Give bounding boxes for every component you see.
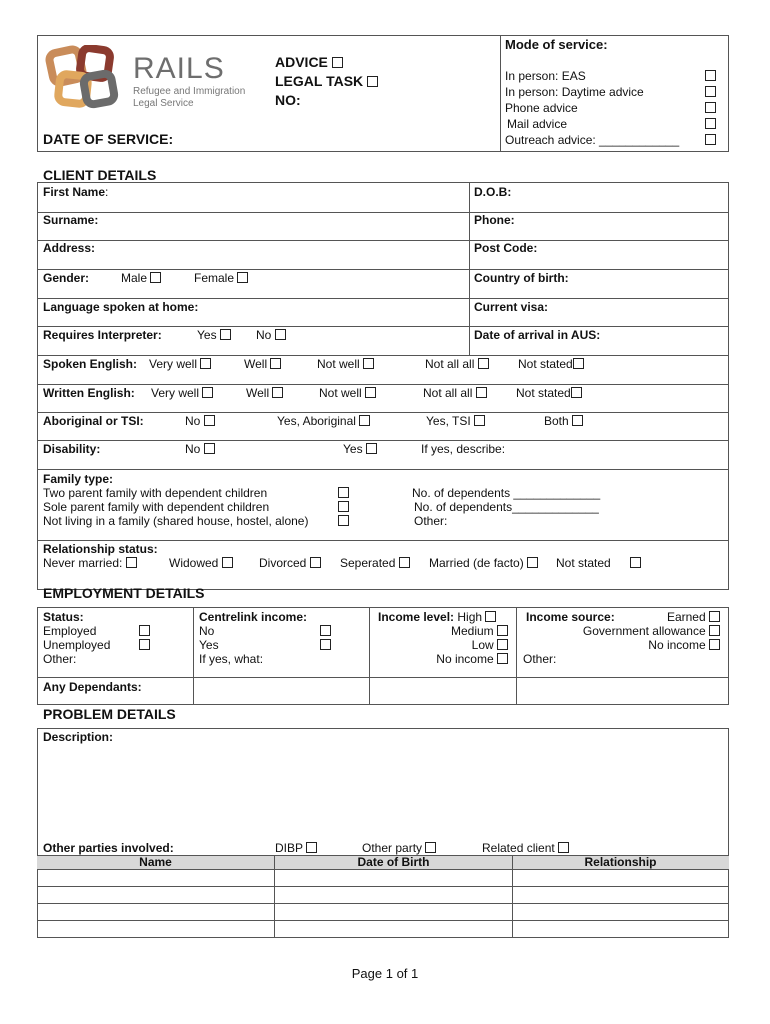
- row-divider: [37, 298, 729, 299]
- any-dependants-label: Any Dependants:: [43, 680, 142, 694]
- centrelink-yes-label: Yes: [199, 638, 219, 652]
- status-label: Status:: [43, 610, 84, 624]
- dependents-field-1[interactable]: No. of dependents _____________: [412, 486, 601, 500]
- tsi-yes-label: Yes, TSI: [426, 414, 471, 428]
- advice-option: [275, 54, 343, 70]
- other-party-option: [362, 841, 436, 855]
- divorced-label: Divorced: [259, 556, 307, 570]
- income-none-option: [436, 652, 508, 666]
- logo-name: RAILS: [133, 52, 225, 85]
- disability-label: Disability:: [43, 442, 101, 456]
- dependents-field-2[interactable]: No. of dependents_____________: [414, 500, 599, 514]
- income-none-label: No income: [436, 652, 494, 666]
- earned-label: Earned: [666, 610, 706, 624]
- widowed-checkbox[interactable]: [222, 557, 233, 568]
- widowed-label: Widowed: [169, 556, 219, 570]
- spoken-well-checkbox[interactable]: [270, 358, 281, 369]
- income-source-other-label: Other:: [523, 652, 557, 666]
- mode-of-service-title: Mode of service:: [505, 37, 608, 52]
- col-relationship-header: Relationship: [584, 855, 657, 869]
- table-row: [37, 886, 729, 887]
- description-label: Description:: [43, 730, 114, 744]
- spoken-not-stated-label: Not stated: [518, 357, 573, 371]
- written-not-stated-checkbox[interactable]: [571, 387, 582, 398]
- advice-checkbox[interactable]: [332, 57, 343, 68]
- aboriginal-no-label: No: [185, 414, 201, 428]
- disability-yes-label: Yes: [343, 442, 363, 456]
- problem-details-title: PROBLEM DETAILS: [43, 706, 176, 722]
- income-low-label: Low: [471, 638, 494, 652]
- dibp-label: DIBP: [275, 841, 303, 855]
- no-income-src-label: No income: [648, 638, 706, 652]
- column-divider: [469, 182, 470, 355]
- spoken-very-well-option: [149, 357, 211, 371]
- mode-phone: Phone advice: [505, 101, 578, 115]
- both-checkbox[interactable]: [572, 415, 583, 426]
- interpreter-yes-option: [197, 328, 231, 342]
- row-divider: [37, 540, 729, 541]
- column-divider: [369, 607, 370, 705]
- income-level-high-option: [378, 610, 496, 624]
- spoken-not-all-label: Not all all: [425, 357, 475, 371]
- seperated-checkbox[interactable]: [399, 557, 410, 568]
- spoken-not-all-option: [425, 357, 489, 371]
- mode-daytime: In person: Daytime advice: [505, 85, 644, 99]
- logo-sub-line1: Refugee and Immigration: [133, 86, 246, 97]
- column-divider: [274, 855, 275, 938]
- written-not-well-option: [319, 386, 376, 400]
- spoken-not-all-checkbox[interactable]: [478, 358, 489, 369]
- family-not-living-label: Not living in a family (shared house, hostel, alone): [43, 514, 309, 528]
- mode-eas-checkbox[interactable]: [705, 70, 716, 81]
- first-name-label: [43, 185, 108, 199]
- row-divider: [37, 269, 729, 270]
- tsi-yes-checkbox[interactable]: [474, 415, 485, 426]
- both-option: [544, 414, 583, 428]
- no-income-src-checkbox[interactable]: [709, 639, 720, 650]
- income-none-checkbox[interactable]: [497, 653, 508, 664]
- problem-box: [37, 728, 729, 938]
- centrelink-no-label: No: [199, 624, 215, 638]
- disability-yes-checkbox[interactable]: [366, 443, 377, 454]
- legal-task-label: LEGAL TASK: [275, 73, 364, 89]
- employed-label: Employed: [43, 624, 97, 638]
- gov-allowance-label: Government allowance: [582, 624, 706, 638]
- disability-no-option: [185, 442, 215, 456]
- written-english-label: Written English:: [43, 386, 135, 400]
- spoken-not-stated-checkbox[interactable]: [573, 358, 584, 369]
- dibp-option: [275, 841, 317, 855]
- gender-male-option: [121, 271, 161, 285]
- gov-allowance-checkbox[interactable]: [709, 625, 720, 636]
- written-not-all-option: [423, 386, 487, 400]
- income-high-checkbox[interactable]: [485, 611, 496, 622]
- income-medium-label: Medium: [450, 624, 494, 638]
- advice-label: ADVICE: [275, 54, 328, 70]
- seperated-option: [340, 556, 410, 570]
- family-two-parent-checkbox[interactable]: [338, 487, 349, 498]
- written-not-stated-label: Not stated: [516, 386, 571, 400]
- page-number: Page 1 of 1: [351, 966, 419, 981]
- centrelink-yes-checkbox[interactable]: [320, 639, 331, 650]
- interpreter-yes-checkbox[interactable]: [220, 329, 231, 340]
- family-type-label: Family type:: [43, 472, 114, 486]
- income-medium-option: [451, 624, 508, 638]
- dob-label: D.O.B:: [474, 185, 512, 199]
- spoken-english-label: Spoken English:: [43, 357, 138, 371]
- income-high-label: High: [457, 610, 483, 624]
- mode-phone-checkbox[interactable]: [705, 102, 716, 113]
- spoken-very-well-checkbox[interactable]: [200, 358, 211, 369]
- row-divider: [37, 326, 729, 327]
- interpreter-no-option: [256, 328, 286, 342]
- date-of-service-label: DATE OF SERVICE:: [43, 131, 174, 147]
- column-divider: [512, 855, 513, 938]
- aboriginal-no-checkbox[interactable]: [204, 415, 215, 426]
- mode-mail-checkbox[interactable]: [705, 118, 716, 129]
- related-client-label: Related client: [482, 841, 555, 855]
- written-very-well-option: [151, 386, 213, 400]
- first-name-colon: :: [105, 185, 109, 199]
- unemployed-checkbox[interactable]: [139, 639, 150, 650]
- row-divider: [37, 677, 729, 678]
- male-checkbox[interactable]: [150, 272, 161, 283]
- phone-label: Phone:: [474, 213, 515, 227]
- column-divider: [193, 607, 194, 705]
- earned-checkbox[interactable]: [709, 611, 720, 622]
- family-not-living-checkbox[interactable]: [338, 515, 349, 526]
- tsi-yes-option: [426, 414, 485, 428]
- disability-yes-option: [343, 442, 377, 456]
- employment-details-title: EMPLOYMENT DETAILS: [43, 585, 205, 601]
- aboriginal-no-option: [185, 414, 215, 428]
- written-well-checkbox[interactable]: [272, 387, 283, 398]
- written-not-all-checkbox[interactable]: [476, 387, 487, 398]
- current-visa-label: Current visa:: [474, 300, 549, 314]
- interpreter-no-checkbox[interactable]: [275, 329, 286, 340]
- both-label: Both: [544, 414, 569, 428]
- spoken-not-well-option: [317, 357, 374, 371]
- income-low-checkbox[interactable]: [497, 639, 508, 650]
- spoken-not-well-checkbox[interactable]: [363, 358, 374, 369]
- related-client-option: [482, 841, 569, 855]
- column-divider: [516, 607, 517, 705]
- status-other-label: Other:: [43, 652, 77, 666]
- spoken-not-well-label: Not well: [317, 357, 360, 371]
- dibp-checkbox[interactable]: [306, 842, 317, 853]
- family-other-label: Other:: [414, 514, 448, 528]
- row-divider: [37, 469, 729, 470]
- aboriginal-yes-option: [277, 414, 370, 428]
- related-client-checkbox[interactable]: [558, 842, 569, 853]
- no-income-src-option: [648, 638, 720, 652]
- row-divider: [37, 240, 729, 241]
- centrelink-no-checkbox[interactable]: [320, 625, 331, 636]
- written-well-option: [246, 386, 283, 400]
- employed-checkbox[interactable]: [139, 625, 150, 636]
- written-not-all-label: Not all all: [423, 386, 473, 400]
- interpreter-yes-label: Yes: [197, 328, 217, 342]
- spoken-well-label: Well: [244, 357, 268, 371]
- row-divider: [37, 384, 729, 385]
- written-very-well-checkbox[interactable]: [202, 387, 213, 398]
- family-sole-parent-checkbox[interactable]: [338, 501, 349, 512]
- male-label: Male: [121, 271, 148, 285]
- female-checkbox[interactable]: [237, 272, 248, 283]
- written-very-well-label: Very well: [151, 386, 200, 400]
- not-stated-rel-checkbox[interactable]: [630, 557, 641, 568]
- col-name-header: Name: [139, 855, 172, 869]
- mode-outreach: Outreach advice: ____________: [505, 133, 680, 147]
- row-divider: [37, 412, 729, 413]
- divorced-checkbox[interactable]: [310, 557, 321, 568]
- mode-daytime-checkbox[interactable]: [705, 86, 716, 97]
- earned-option: [667, 610, 720, 624]
- disability-describe-label: If yes, describe:: [421, 442, 506, 456]
- mode-mail: Mail advice: [507, 117, 568, 131]
- logo-subtitle: [133, 86, 245, 110]
- female-label: Female: [194, 271, 235, 285]
- table-row: [37, 920, 729, 921]
- mode-eas: In person: EAS: [505, 69, 586, 83]
- client-details-box: [37, 182, 729, 590]
- gender-female-option: [194, 271, 248, 285]
- first-name-text: First Name: [43, 185, 106, 199]
- rails-logo: [45, 45, 125, 111]
- country-of-birth-label: Country of birth:: [474, 271, 569, 285]
- relationship-status-label: Relationship status:: [43, 542, 158, 556]
- address-label: Address:: [43, 241, 96, 255]
- mode-outreach-checkbox[interactable]: [705, 134, 716, 145]
- interpreter-label: Requires Interpreter:: [43, 328, 162, 342]
- written-not-well-checkbox[interactable]: [365, 387, 376, 398]
- disability-no-checkbox[interactable]: [204, 443, 215, 454]
- unemployed-label: Unemployed: [43, 638, 111, 652]
- written-not-well-label: Not well: [319, 386, 362, 400]
- aboriginal-yes-checkbox[interactable]: [359, 415, 370, 426]
- income-level-label: Income level:: [378, 610, 455, 624]
- legal-task-checkbox[interactable]: [367, 76, 378, 87]
- client-details-title: CLIENT DETAILS: [43, 167, 157, 183]
- language-label: Language spoken at home:: [43, 300, 199, 314]
- family-two-parent-label: Two parent family with dependent children: [43, 486, 268, 500]
- divorced-option: [259, 556, 321, 570]
- centrelink-what-label: If yes, what:: [199, 652, 264, 666]
- not-stated-rel-option: [556, 556, 611, 570]
- header-divider: [500, 35, 501, 152]
- disability-no-label: No: [185, 442, 201, 456]
- date-arrival-label: Date of arrival in AUS:: [474, 328, 601, 342]
- aboriginal-tsi-label: Aboriginal or TSI:: [43, 414, 144, 428]
- legal-task-option: [275, 73, 378, 89]
- married-checkbox[interactable]: [527, 557, 538, 568]
- never-married-checkbox[interactable]: [126, 557, 137, 568]
- family-sole-parent-label: Sole parent family with dependent children: [43, 500, 270, 514]
- never-married-label: Never married:: [43, 556, 123, 570]
- logo-sub-line2: Legal Service: [133, 98, 194, 109]
- other-party-label: Other party: [362, 841, 423, 855]
- income-medium-checkbox[interactable]: [497, 625, 508, 636]
- row-divider: [37, 440, 729, 441]
- seperated-label: Seperated: [340, 556, 396, 570]
- married-label: Married (de facto): [429, 556, 524, 570]
- spoken-very-well-label: Very well: [149, 357, 198, 371]
- written-well-label: Well: [246, 386, 270, 400]
- spoken-well-option: [244, 357, 281, 371]
- centrelink-label: Centrelink income:: [199, 610, 308, 624]
- row-divider: [37, 355, 729, 356]
- written-not-stated-option: [516, 386, 582, 400]
- married-option: [429, 556, 538, 570]
- never-married-option: [43, 556, 137, 570]
- number-label: NO:: [275, 92, 301, 108]
- income-low-option: [472, 638, 508, 652]
- table-row: [37, 903, 729, 904]
- postcode-label: Post Code:: [474, 241, 538, 255]
- aboriginal-yes-label: Yes, Aboriginal: [277, 414, 356, 428]
- surname-label: Surname:: [43, 213, 99, 227]
- interpreter-no-label: No: [256, 328, 272, 342]
- gov-allowance-option: [583, 624, 720, 638]
- other-parties-label: Other parties involved:: [43, 841, 174, 855]
- other-party-checkbox[interactable]: [425, 842, 436, 853]
- rails-logo-icon: [45, 45, 125, 111]
- income-source-label: Income source:: [526, 610, 615, 624]
- widowed-option: [169, 556, 233, 570]
- col-dob-header: Date of Birth: [357, 855, 430, 869]
- not-stated-rel-label: Not stated: [556, 556, 611, 570]
- gender-label: Gender:: [43, 271, 90, 285]
- spoken-not-stated-option: [518, 357, 584, 371]
- row-divider: [37, 212, 729, 213]
